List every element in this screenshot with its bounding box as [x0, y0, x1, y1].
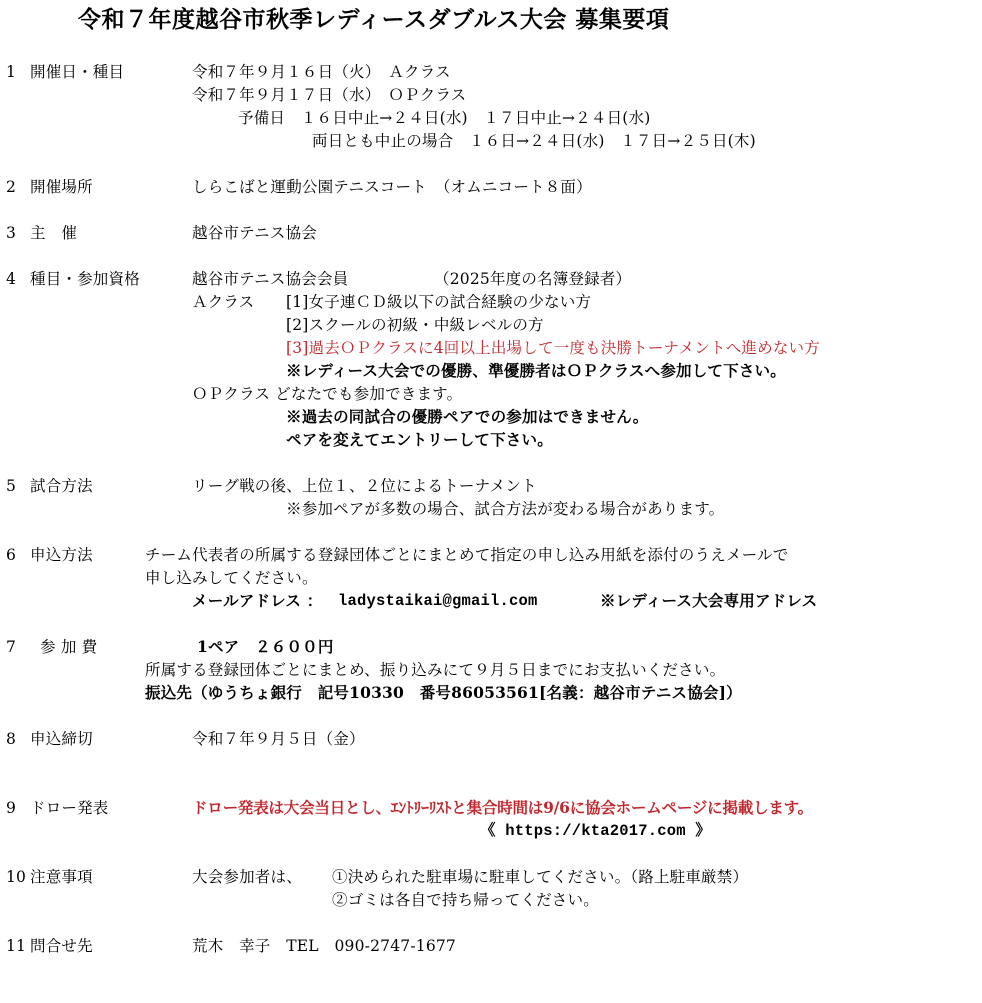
section-3-number: 3 [6, 224, 17, 242]
section-1-line: 予備日 １６日中止→２４日(水) １７日中止→２４日(水) [238, 109, 651, 127]
section-10-lead: 大会参加者は、 [192, 868, 302, 886]
class-a-item: [1]女子連ＣＤ級以下の試合経験の少ない方 [286, 293, 592, 311]
section-7-number: 7 [6, 638, 17, 656]
section-2-number: 2 [6, 178, 17, 196]
section-10-line: ①決められた駐車場に駐車してください。（路上駐車厳禁） [332, 868, 749, 886]
section-1-number: 1 [6, 63, 17, 81]
section-1-line: 令和７年９月１７日（水） ＯＰクラス [192, 86, 467, 104]
bank-transfer-info: 振込先（ゆうちょ銀行 記号10330 番号86053561[名義：越谷市テニス協会]） [145, 683, 742, 702]
draw-announcement: ドロー発表は大会当日とし、ｴﾝﾄﾘｰﾘｽﾄと集合時間は9/6に協会ホームページに掲載します。 [192, 798, 813, 817]
contact-info: 荒木 幸子 TEL 090-2747-1677 [192, 937, 456, 955]
class-a-item: [2]スクールの初級・中級レベルの方 [286, 316, 544, 334]
class-a-label: Ａクラス [192, 293, 255, 311]
section-6-line: チーム代表者の所属する登録団体ごとにまとめて指定の申し込み用紙を添付のうえメールで [145, 546, 789, 564]
section-4-label: 種目・参加資格 [30, 270, 140, 288]
section-3-label: 主 催 [30, 224, 78, 242]
section-10-number: 10 [6, 868, 27, 886]
class-a-note: ※レディース大会での優勝、準優勝者はＯＰクラスへ参加して下さい。 [286, 361, 786, 380]
section-10-line: ②ゴミは各自で持ち帰ってください。 [332, 891, 599, 909]
section-7-line: 所属する登録団体ごとにまとめ、振り込みにて９月５日までにお支払いください。 [145, 661, 726, 679]
member-requirement-note: （2025年度の名簿登録者） [434, 270, 632, 288]
mail-note: ※レディース大会専用アドレス [600, 591, 818, 610]
section-6-number: 6 [6, 546, 17, 564]
section-5-label: 試合方法 [30, 477, 93, 495]
section-6-label: 申込方法 [30, 546, 93, 564]
mail-address-link[interactable]: ladystaikai@gmail.com [338, 592, 538, 610]
section-3-line: 越谷市テニス協会 [192, 224, 317, 242]
section-1-label: 開催日・種目 [30, 63, 125, 81]
section-5-number: 5 [6, 477, 17, 495]
section-9-label: ドロー発表 [30, 799, 109, 817]
entry-fee: 1ペア ２６００円 [197, 637, 334, 656]
section-11-number: 11 [6, 937, 27, 955]
page-title: 令和７年度越谷市秋季レディースダブルス大会 募集要項 [78, 6, 670, 33]
section-2-line: しらこばと運動公園テニスコート （オムニコート８面） [192, 178, 592, 196]
section-4-number: 4 [6, 270, 17, 288]
website-link[interactable]: 《 https://kta2017.com 》 [480, 822, 711, 840]
mail-label: メールアドレス ： [192, 591, 323, 610]
section-8-line: 令和７年９月５日（金） [192, 730, 365, 748]
class-op-note: ペアを変えてエントリーして下さい。 [286, 430, 553, 449]
section-5-line: ※参加ペアが多数の場合、試合方法が変わる場合があります。 [286, 500, 725, 518]
member-requirement: 越谷市テニス協会会員 [192, 270, 349, 288]
section-1-line: 令和７年９月１６日（火） Ａクラス [192, 63, 451, 81]
section-5-line: リーグ戦の後、上位１、２位によるトーナメント [192, 477, 537, 495]
section-11-label: 問合せ先 [30, 937, 93, 955]
section-2-label: 開催場所 [30, 178, 93, 196]
class-op-note: ※過去の同試合の優勝ペアでの参加はできません。 [286, 407, 649, 426]
class-op-label: ＯＰクラス どなたでも参加できます。 [192, 385, 463, 403]
section-6-line: 申し込みしてください。 [145, 569, 318, 587]
section-10-label: 注意事項 [30, 868, 93, 886]
section-1-line: 両日とも中止の場合 １６日→２４日(水) １７日→２５日(木) [312, 132, 756, 150]
class-a-item-highlight: [3]過去ＯＰクラスに4回以上出場して一度も決勝トーナメントへ進めない方 [286, 339, 820, 357]
section-8-number: 8 [6, 730, 17, 748]
section-8-label: 申込締切 [30, 730, 93, 748]
section-7-label: 参 加 費 [40, 638, 98, 656]
section-9-number: 9 [6, 799, 17, 817]
